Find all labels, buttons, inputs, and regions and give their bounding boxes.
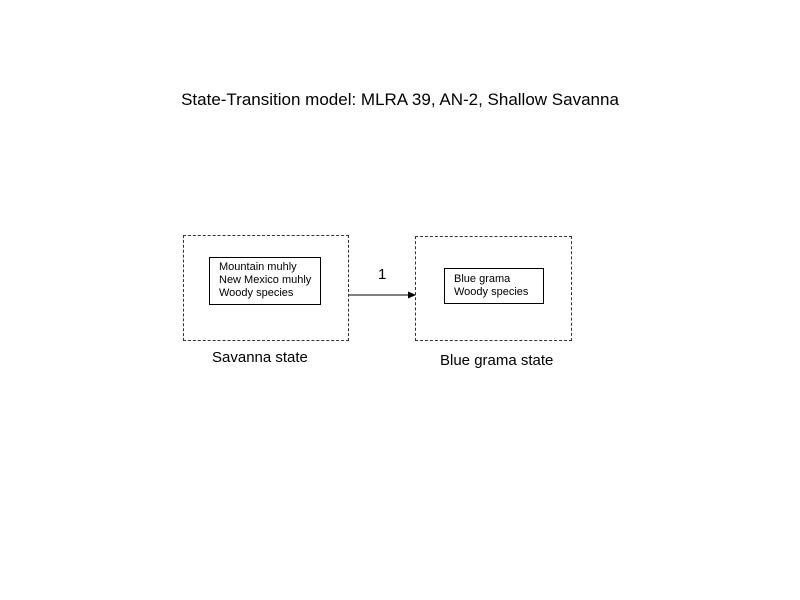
species-item: Woody species [219, 287, 294, 299]
transition-label: 1 [378, 266, 387, 283]
species-item: Woody species [454, 286, 529, 298]
blue-grama-state-label: Blue grama state [440, 352, 554, 369]
savanna-state-label: Savanna state [212, 349, 308, 366]
blue-grama-species-box [444, 268, 544, 304]
species-item: Blue grama [454, 273, 511, 285]
savanna-species-box [209, 257, 321, 305]
species-item: Mountain muhly [219, 261, 297, 273]
diagram-title: State-Transition model: MLRA 39, AN-2, Shallow Savanna [181, 90, 619, 109]
transition-arrow [340, 285, 420, 305]
species-item: New Mexico muhly [219, 274, 312, 286]
